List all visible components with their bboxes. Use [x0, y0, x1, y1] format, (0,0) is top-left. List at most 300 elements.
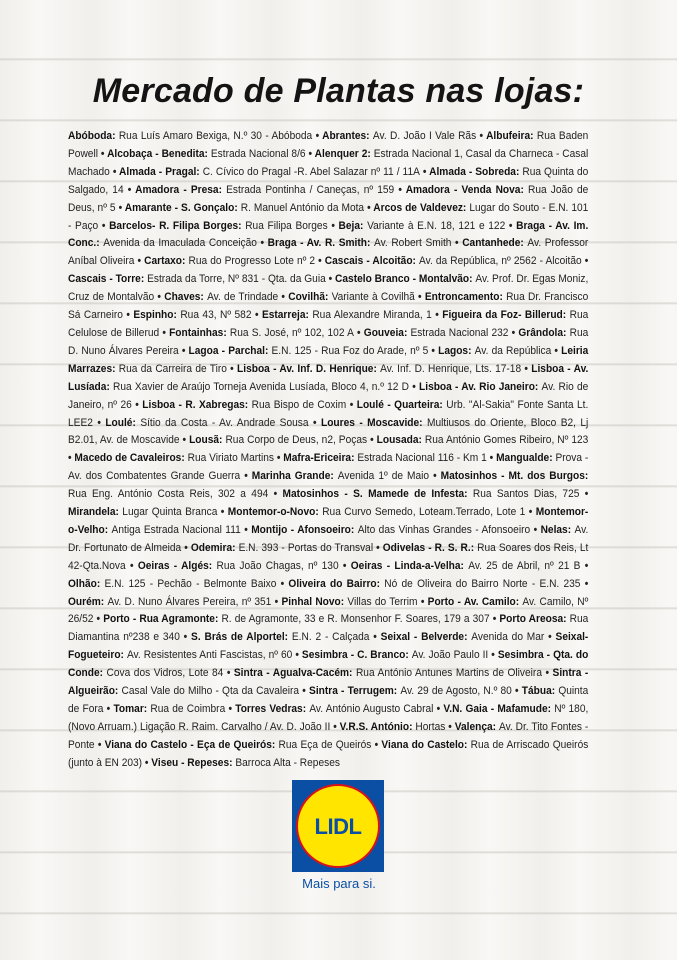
- store-address: Av. Camilo, Nº 26/52: [68, 595, 589, 626]
- store-entry: [144, 255, 315, 267]
- store-name: Figueira da Foz- Billerud: [442, 309, 563, 322]
- store-entry: [351, 560, 581, 572]
- store-name: Entroncamento: [424, 291, 500, 304]
- bullet-separator: •: [225, 703, 236, 715]
- store-address: Av. de Trindade: [207, 291, 279, 304]
- store-address: Rua Alexandre Miranda, 1: [312, 309, 432, 322]
- store-name: Lousada: [376, 434, 419, 447]
- store-name: S. Brás de Alportel: [191, 631, 285, 644]
- store-name-colon: :: [104, 523, 112, 536]
- store-name-colon: :: [350, 523, 358, 536]
- bullet-separator: •: [68, 452, 75, 465]
- store-entry: [189, 434, 367, 446]
- store-address: Avenida do Mar: [471, 631, 545, 644]
- bullet-separator: •: [530, 523, 541, 536]
- store-address: Multiusos do Oriente, Bloco B2, Lj B2.01, Av. de Moscavide: [68, 416, 589, 447]
- bullet-separator: •: [544, 631, 556, 644]
- store-entry: [325, 255, 582, 267]
- store-entry: [191, 631, 369, 643]
- store-address: Av. António Augusto Cabral: [309, 703, 434, 715]
- store-name-colon: :: [563, 613, 570, 626]
- store-name-colon: :: [366, 130, 373, 142]
- bullet-separator: •: [364, 201, 374, 214]
- store-address: Rua Baden Powell: [68, 130, 589, 160]
- store-name: Grândola: [518, 326, 564, 339]
- store-entry: [235, 703, 433, 715]
- store-entry: [68, 130, 312, 142]
- store-name: Amadora - Presa: [135, 183, 219, 196]
- store-name: Odemira: [190, 541, 233, 554]
- store-entry: [107, 148, 305, 160]
- store-address: Avenida da Imaculada Conceição: [103, 237, 257, 250]
- store-name-colon: :: [464, 738, 471, 751]
- store-name: Braga - Av. Im. Conc.: [68, 219, 589, 250]
- store-entry: [105, 417, 308, 429]
- bullet-separator: •: [353, 326, 364, 339]
- store-entry: [191, 542, 373, 554]
- store-address: Av. Resistentes Anti Fascistas, nº 60: [126, 649, 293, 662]
- store-name-colon: :: [114, 685, 122, 698]
- store-address: Rua D. Nuno Álvares Pereira: [68, 326, 589, 357]
- store-name: Oeiras - Algés: [137, 559, 209, 572]
- store-entry: [283, 452, 487, 464]
- bullet-separator: •: [580, 559, 589, 572]
- store-name-colon: :: [106, 380, 114, 393]
- store-address: Rua de Arriscado Queirós (junto à EN 203): [68, 738, 589, 769]
- bullet-separator: •: [433, 703, 444, 715]
- store-entry: [135, 184, 394, 196]
- store-name: Mangualde: [496, 452, 550, 465]
- store-name-colon: :: [200, 291, 208, 304]
- store-entry: [164, 291, 278, 303]
- store-name: Viseu - Repeses: [151, 756, 230, 769]
- store-entry: [381, 631, 545, 643]
- store-name-colon: :: [469, 273, 476, 286]
- store-address: Estrada Nacional 232: [410, 326, 509, 339]
- store-address: Estrada da Torre, Nº 831 - Qta. da Guia: [147, 273, 326, 286]
- store-name: Pinhal Novo: [281, 595, 341, 608]
- store-address: Variante à Covilhã: [331, 291, 415, 304]
- store-name-colon: :: [547, 703, 555, 715]
- store-name-colon: :: [412, 255, 420, 268]
- bullet-separator: •: [179, 434, 190, 447]
- store-name-colon: :: [181, 452, 188, 465]
- store-address: Av. da República, nº 2562 - Alcoitão: [419, 255, 582, 268]
- store-name-colon: :: [218, 183, 227, 196]
- store-name-colon: :: [140, 273, 148, 286]
- store-name-colon: :: [460, 559, 469, 572]
- store-address: E.N. 125 - Pechão - Belmonte Baixo: [104, 577, 277, 590]
- store-name-colon: :: [244, 398, 252, 411]
- store-address: Rua Corpo de Deus, n2, Poças: [225, 434, 368, 447]
- store-name-colon: :: [530, 130, 537, 142]
- bullet-separator: •: [414, 291, 425, 304]
- store-name-colon: :: [223, 326, 230, 339]
- store-address: Sítio da Costa - Av. Andrade Sousa: [140, 416, 309, 429]
- store-name: Amadora - Venda Nova: [405, 183, 521, 196]
- store-list: [68, 128, 588, 773]
- bullet-separator: •: [429, 470, 441, 483]
- store-address: Villas do Terrim: [347, 595, 418, 608]
- bullet-separator: •: [367, 434, 377, 447]
- bullet-separator: •: [525, 506, 536, 519]
- store-entry: [68, 506, 217, 518]
- store-name: Sintra - Agualva-Cacém: [233, 667, 350, 680]
- store-entry: [339, 220, 506, 232]
- store-address: Rua Filipa Borges: [245, 219, 328, 232]
- store-entry: [234, 667, 542, 679]
- store-address: Variante à E.N. 18, 121 e 122: [367, 219, 506, 232]
- store-name-colon: :: [515, 595, 523, 608]
- store-name: Castelo Branco - Montalvão: [335, 273, 470, 286]
- store-name-colon: :: [515, 165, 523, 178]
- bullet-separator: •: [394, 183, 406, 196]
- store-name-colon: :: [229, 756, 236, 769]
- store-name-colon: :: [492, 720, 499, 733]
- store-name: Porto - Rua Agramonte: [103, 613, 215, 626]
- store-name-colon: :: [214, 613, 222, 626]
- store-name: Torres Vedras: [235, 703, 303, 715]
- bullet-separator: •: [134, 255, 145, 268]
- bullet-separator: •: [476, 130, 487, 142]
- store-name: V.N. Gaia - Mafamude: [443, 703, 548, 715]
- store-entry: [438, 345, 551, 357]
- bullet-separator: •: [312, 130, 323, 142]
- bullet-separator: •: [122, 309, 134, 322]
- bullet-separator: •: [97, 147, 108, 160]
- bullet-separator: •: [94, 738, 105, 751]
- store-name-colon: :: [360, 219, 368, 232]
- store-address: Av. João Paulo II: [411, 649, 489, 662]
- store-name-colon: :: [520, 237, 528, 250]
- store-address: Av. 29 de Agosto, N.º 80: [400, 685, 512, 698]
- bullet-separator: •: [521, 362, 532, 375]
- store-name: Matosinhos - Mt. dos Burgos: [440, 470, 585, 483]
- store-name: Chaves: [164, 291, 201, 304]
- store-name: Estarreja: [261, 309, 306, 322]
- store-name: Fontainhas: [169, 326, 224, 339]
- store-name-colon: :: [567, 523, 575, 536]
- store-name: Lisboa - Av. Inf. D. Henrique: [237, 362, 374, 375]
- store-name-colon: :: [409, 720, 416, 733]
- store-name-colon: :: [315, 506, 323, 519]
- store-address: C. Cívico do Pragal -R. Abel Salazar nº 11 / 11A: [202, 165, 420, 178]
- store-address: Cova dos Vidros, Lote 84: [106, 667, 224, 680]
- store-name: Gouveia: [363, 326, 404, 339]
- store-address: Av. D. João I Vale Rãs: [372, 130, 477, 142]
- store-address: Estrada Pontinha / Caneças, nº 159: [226, 183, 395, 196]
- bullet-separator: •: [226, 362, 238, 375]
- bullet-separator: •: [273, 452, 284, 465]
- bullet-separator: •: [93, 613, 104, 626]
- bullet-separator: •: [551, 344, 562, 357]
- store-address: Rua S. José, nº 102, 102 A: [229, 326, 354, 339]
- store-entry: [169, 327, 354, 339]
- bullet-separator: •: [125, 559, 138, 572]
- bullet-separator: •: [541, 667, 553, 680]
- store-address: Estrada Nacional 1, Casal da Charneca - Casal Machado: [68, 147, 589, 178]
- bullet-separator: •: [123, 183, 136, 196]
- store-address: Prova - Av. dos Combatentes Grande Guerra: [68, 452, 589, 483]
- store-name-colon: :: [96, 577, 105, 590]
- store-name-colon: :: [464, 488, 473, 501]
- store-address: Rua João Chagas, nº 130: [216, 559, 339, 572]
- store-name-colon: :: [419, 416, 428, 429]
- store-name: Tábua: [521, 685, 552, 698]
- bullet-separator: •: [431, 309, 443, 322]
- bullet-separator: •: [508, 326, 519, 339]
- store-name-colon: :: [462, 201, 470, 214]
- bullet-separator: •: [338, 559, 351, 572]
- store-name: Marinha Grande: [251, 470, 331, 483]
- store-address: Av. Prof. Dr. Egas Moniz, Cruz de Montalvão: [68, 273, 589, 304]
- store-name: Mirandela: [68, 506, 116, 519]
- store-address: Rua Soares dos Reis, Lt 42-Qta.Nova: [68, 541, 589, 572]
- store-name-colon: :: [120, 649, 127, 662]
- store-name: Nelas: [540, 523, 568, 536]
- store-name: Lagoa - Parchal: [188, 344, 265, 357]
- store-entry: [109, 220, 328, 232]
- bullet-separator: •: [330, 720, 340, 733]
- logo-brand-text: LIDL: [314, 814, 362, 839]
- store-address: Rua Dr. Francisco Sá Carneiro: [68, 291, 589, 322]
- bullet-separator: •: [92, 416, 106, 429]
- store-address: Rua Luís Amaro Bexiga, N.º 30 - Abóboda: [118, 130, 313, 142]
- bullet-separator: •: [369, 631, 381, 644]
- bullet-separator: •: [159, 326, 170, 339]
- bullet-separator: •: [268, 488, 283, 501]
- store-address: Rua Diamantina nº238 e 340: [68, 613, 589, 644]
- store-name: Montemor-o-Novo: [227, 506, 316, 519]
- store-name-colon: :: [330, 470, 338, 483]
- store-entry: [340, 721, 446, 733]
- store-name-colon: :: [418, 434, 425, 447]
- store-name: Abrantes: [322, 130, 367, 142]
- store-name-colon: :: [340, 595, 348, 608]
- store-address: Urb. "Al-Sakia" Fonte Santa Lt. LEE2: [68, 398, 589, 429]
- bullet-separator: •: [419, 165, 430, 178]
- store-name: Leiria Marrazes: [68, 344, 589, 375]
- store-name-colon: :: [302, 703, 310, 715]
- store-name-colon: :: [520, 183, 529, 196]
- store-name: Albufeira: [486, 130, 531, 142]
- store-entry: [125, 202, 364, 214]
- store-entry: [103, 613, 489, 625]
- store-name-colon: :: [99, 667, 107, 680]
- store-name-colon: :: [351, 452, 358, 465]
- store-name: Montemor-o-Velho: [68, 506, 589, 536]
- store-address: Rua do Progresso Lote nº 2: [188, 255, 316, 268]
- store-name: Oliveira do Bairro: [288, 577, 377, 590]
- bullet-separator: •: [489, 613, 500, 626]
- bullet-separator: •: [505, 219, 517, 232]
- store-address: Av. da República: [474, 344, 552, 357]
- store-name: Sesimbra - Qta. do Conde: [68, 649, 589, 680]
- store-entry: [377, 434, 589, 446]
- bullet-separator: •: [223, 667, 234, 680]
- bullet-separator: •: [178, 344, 189, 357]
- bullet-separator: •: [115, 201, 125, 214]
- store-address: Av. Robert Smith: [373, 237, 452, 250]
- bullet-separator: •: [325, 273, 336, 286]
- store-entry: [302, 649, 488, 661]
- store-name-colon: :: [305, 309, 313, 322]
- bullet-separator: •: [488, 649, 498, 662]
- store-name: Matosinhos - S. Mamede de Infesta: [282, 488, 465, 501]
- store-name: Arcos de Valdevez: [373, 201, 463, 214]
- bullet-separator: •: [581, 255, 589, 268]
- store-address: Lugar Quinta Branca: [122, 506, 218, 519]
- bullet-separator: •: [346, 398, 357, 411]
- store-name-colon: :: [324, 291, 332, 304]
- store-address: Rua Bispo de Coxim: [251, 398, 347, 411]
- store-name-colon: :: [182, 255, 189, 268]
- store-address: R. de Agramonte, 33 e R. Monsenhor F. Soares, 179 a 307: [221, 613, 490, 626]
- store-name: Beja: [338, 219, 361, 232]
- store-name: Lousã: [189, 434, 220, 447]
- store-entry: [119, 166, 420, 178]
- store-name-colon: :: [143, 703, 151, 715]
- store-address: Rua António Gomes Ribeiro, Nº 123: [424, 434, 589, 447]
- store-address: Hortas: [415, 720, 446, 733]
- store-entry: [322, 130, 476, 142]
- bullet-separator: •: [308, 416, 321, 429]
- store-name-colon: :: [100, 595, 108, 608]
- store-address: Lugar do Souto - E.N. 101 - Paço: [68, 201, 589, 232]
- logo-circle: [296, 784, 380, 868]
- store-name: Lisboa - Av. Rio Janeiro: [419, 380, 535, 393]
- bullet-separator: •: [305, 147, 315, 160]
- store-entry: [251, 524, 530, 536]
- bullet-separator: •: [409, 380, 420, 393]
- store-entry: [142, 399, 346, 411]
- store-address: Nº 180, (Novo Arruam.) Ligação R. Raim. Carvalho / Av. D. João II: [68, 703, 589, 733]
- store-name: Barcelos- R. Filipa Borges: [109, 219, 239, 232]
- store-name: Alenquer 2: [314, 147, 368, 160]
- bullet-separator: •: [240, 470, 252, 483]
- bullet-separator: •: [179, 631, 192, 644]
- store-entry: [113, 703, 225, 715]
- bullet-separator: •: [154, 291, 165, 304]
- store-name: Viana do Castelo: [381, 738, 464, 751]
- bullet-separator: •: [181, 541, 191, 554]
- store-address: Estrada Nacional 116 - Km 1: [357, 452, 487, 465]
- store-name-colon: :: [563, 326, 570, 339]
- bullet-separator: •: [103, 703, 114, 715]
- bullet-separator: •: [256, 237, 268, 250]
- logo-square: [292, 780, 384, 872]
- store-entry: [68, 578, 276, 590]
- bullet-separator: •: [417, 595, 428, 608]
- store-name: Sintra - Algueirão: [68, 667, 589, 698]
- store-entry: [262, 309, 432, 321]
- store-name-colon: :: [439, 398, 447, 411]
- store-name: Sintra - Terrugem: [309, 685, 394, 698]
- store-address: Av. Dr. Tito Fontes - Ponte: [68, 720, 589, 751]
- bullet-separator: •: [98, 219, 110, 232]
- store-name-colon: :: [373, 362, 381, 375]
- store-name-colon: :: [562, 309, 570, 322]
- store-name: Valença: [454, 720, 493, 733]
- store-address: E.N. 125 - Rua Foz do Arade, nº 5: [271, 344, 429, 357]
- store-name: V.R.S. António: [339, 720, 410, 733]
- store-name-colon: :: [112, 130, 119, 142]
- store-name: Cascais - Alcoitão: [324, 255, 413, 268]
- bullet-separator: •: [580, 577, 589, 590]
- store-name-colon: :: [534, 380, 542, 393]
- store-name-colon: :: [551, 685, 559, 698]
- store-address: Rua Viriato Martins: [187, 452, 274, 465]
- store-entry: [288, 291, 415, 303]
- store-name: Loulé: [105, 416, 133, 429]
- store-name-colon: :: [470, 541, 478, 554]
- store-address: Barroca Alta - Repeses: [235, 756, 340, 769]
- bullet-separator: •: [240, 523, 252, 536]
- store-address: E.N. 2 - Calçada: [291, 631, 370, 644]
- store-name-colon: :: [376, 577, 385, 590]
- store-entry: [138, 560, 339, 572]
- store-name-colon: :: [234, 201, 241, 214]
- store-name: Macedo de Cavaleiros: [74, 452, 182, 465]
- bullet-separator: •: [373, 541, 383, 554]
- store-address: Rua João de Deus, nº 5: [68, 183, 589, 214]
- store-name-colon: :: [115, 506, 123, 519]
- bullet-separator: •: [271, 595, 282, 608]
- store-entry: [133, 309, 251, 321]
- store-name-colon: :: [366, 237, 374, 250]
- store-address: Rua Curvo Semedo, Loteam.Terrado, Lote 1: [322, 506, 526, 519]
- store-name-colon: :: [584, 470, 589, 483]
- store-name: Lisboa - Av. Lusíada: [68, 362, 589, 393]
- store-address: E.N. 393 - Portas do Transval: [238, 541, 374, 554]
- store-name-colon: :: [367, 147, 374, 160]
- store-name-colon: :: [464, 631, 472, 644]
- page-title: Mercado de Plantas nas lojas:: [92, 72, 585, 110]
- store-name: Porto - Av. Camilo: [427, 595, 516, 608]
- store-name-colon: :: [196, 165, 203, 178]
- store-address: Alto das Vinhas Grandes - Afonsoeiro: [357, 523, 531, 536]
- store-entry: [364, 327, 509, 339]
- store-address: Av. Professor Aníbal Oliveira: [68, 237, 589, 268]
- store-name: Lagos: [438, 344, 469, 357]
- store-name: Amarante - S. Gonçalo: [124, 201, 235, 214]
- store-entry: [268, 237, 452, 249]
- store-entry: [151, 757, 340, 769]
- store-name: Olhão: [68, 577, 97, 590]
- store-address: Avenida 1º de Maio: [337, 470, 430, 483]
- store-name-colon: :: [284, 631, 292, 644]
- store-name: Ourém: [68, 595, 101, 608]
- store-address: Rua 43, Nº 582: [180, 309, 252, 322]
- store-name-colon: :: [264, 344, 272, 357]
- bullet-separator: •: [428, 344, 439, 357]
- store-name: Mafra-Ericeira: [283, 452, 352, 465]
- bullet-separator: •: [251, 309, 262, 322]
- store-address: Casal Vale do Milho - Qta da Cavaleira: [121, 685, 300, 698]
- bullet-separator: •: [579, 488, 589, 501]
- store-name: Cartaxo: [144, 255, 183, 268]
- bullet-separator: •: [327, 219, 339, 232]
- store-name: Cascais - Torre: [68, 273, 141, 286]
- bullet-separator: •: [486, 452, 497, 465]
- store-address: Av. D. Nuno Álvares Pereira, nº 351: [107, 595, 272, 608]
- bullet-separator: •: [292, 649, 302, 662]
- store-name-colon: :: [173, 309, 181, 322]
- store-entry: [189, 345, 429, 357]
- store-address: Nó de Oliveira do Bairro Norte - E.N. 235: [384, 577, 581, 590]
- store-name: Seixal-Fogueteiro: [68, 631, 589, 662]
- store-name-colon: :: [549, 452, 556, 465]
